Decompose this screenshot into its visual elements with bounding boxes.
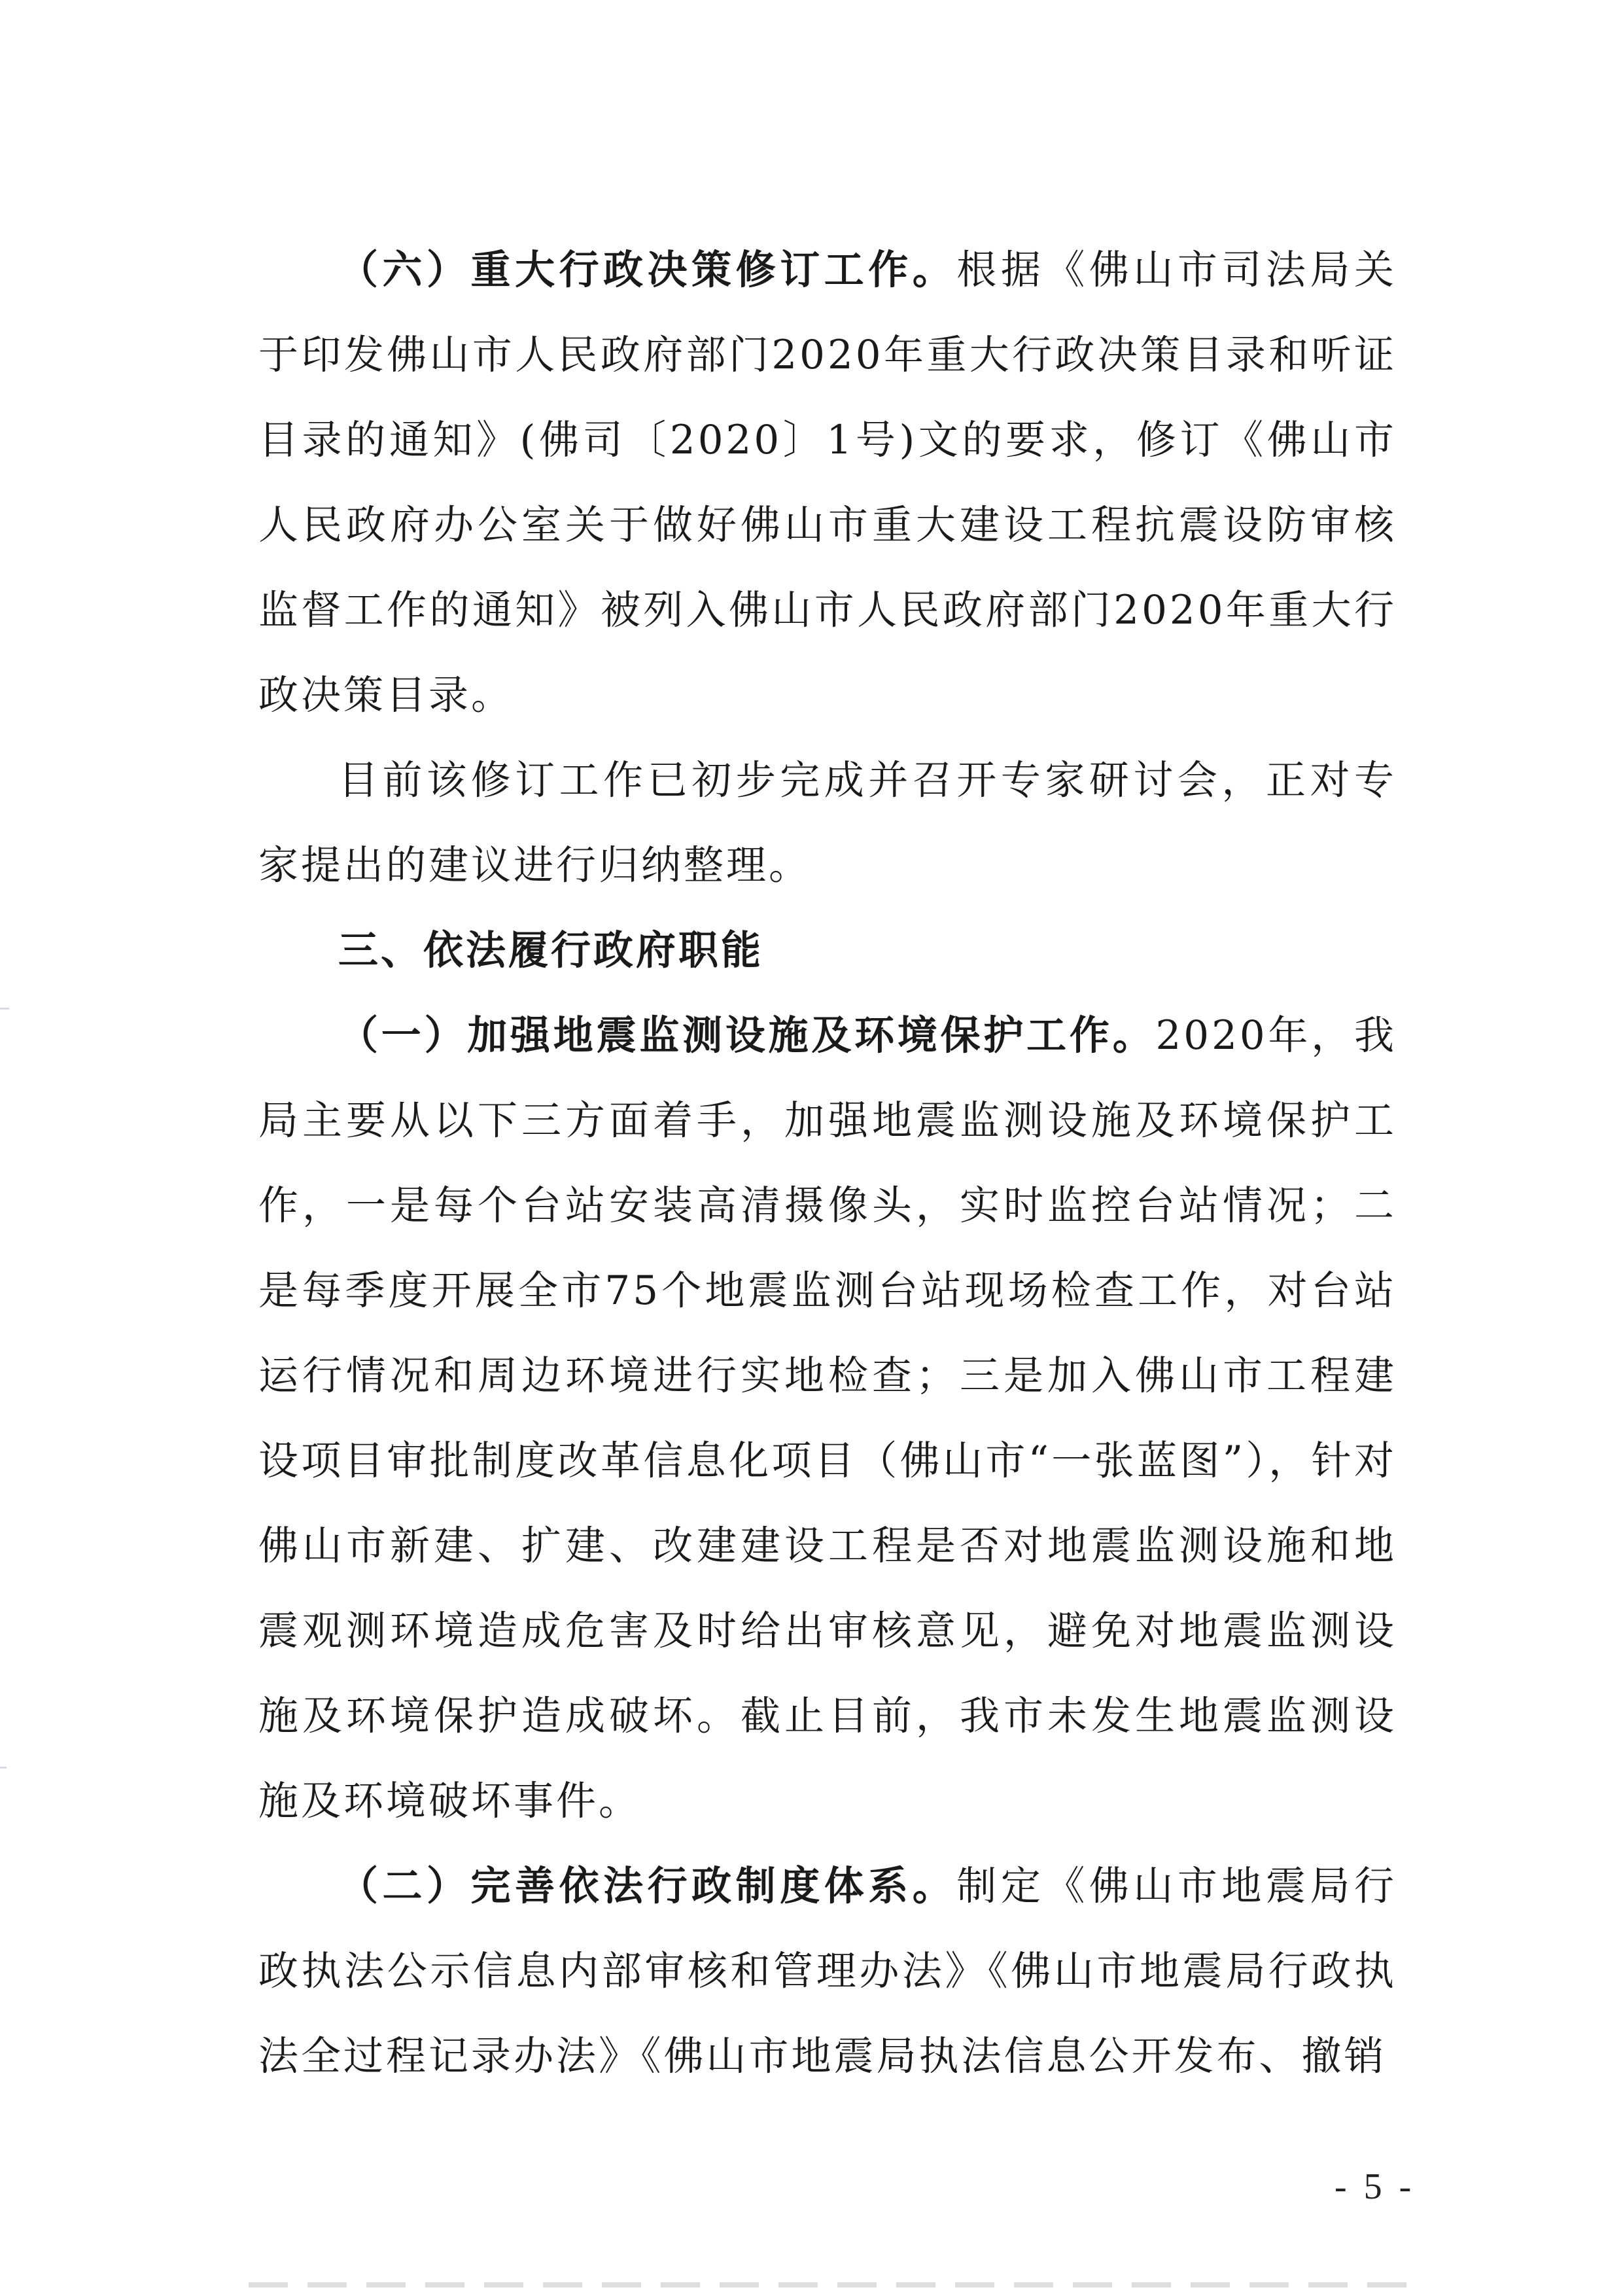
paragraph-text: 根据《佛山市司法局关于印发佛山市人民政府部门2020年重大行政决策目录和听证目录的通知》(佛司〔2020〕1号)文的要求，修订《佛山市人民政府办公室关于做好佛山市重大建设工程抗震设防审核监督工作的通知》被列入佛山市人民政府部门2020年重大行政决策目录。 xyxy=(258,247,1397,718)
paragraph-revision-progress xyxy=(258,738,1397,908)
paragraph-major-decision-revision xyxy=(258,228,1397,738)
section-heading-text: 三、依法履行政府职能 xyxy=(338,927,764,974)
paragraph-text: 制定《佛山市地震局行政执法公示信息内部审核和管理办法》《佛山市地震局行政执法全过程记录办法》《佛山市地震局执法信息公开发布、撤销 xyxy=(258,1863,1397,2079)
paragraph-lead: （六）重大行政决策修订工作。 xyxy=(338,247,957,293)
section-heading xyxy=(258,908,1397,993)
document-body xyxy=(258,228,1397,2099)
paragraph-lead: （二）完善依法行政制度体系。 xyxy=(338,1863,957,1909)
paragraph-monitoring-facilities xyxy=(258,993,1397,1844)
paragraph-administrative-system xyxy=(258,1844,1397,2099)
page-number: - 5 - xyxy=(1335,2166,1416,2207)
scan-edge-mark xyxy=(0,1767,7,1769)
scan-bottom-edge xyxy=(249,2282,1413,2287)
paragraph-text: 目前该修订工作已初步完成并召开专家研讨会，正对专家提出的建议进行归纳整理。 xyxy=(258,757,1397,889)
scan-edge-mark xyxy=(0,1008,9,1010)
paragraph-text: 2020年，我局主要从以下三方面着手，加强地震监测设施及环境保护工作，一是每个台站安装高清摄像头，实时监控台站情况；二是每季度开展全市75个地震监测台站现场检查工作，对台站运行情况和周边环境进行实地检查；三是加入佛山市工程建设项目审批制度改革信息化项目（佛山市“一张蓝图”），针对佛山市新建、扩建、改建建设工程是否对地震监测设施和地震观测环境造成危害及时给出审核意见，避免对地震监测设施及环境保护造成破坏。截止目前，我市未发生地震监测设施及环境破坏事件。 xyxy=(258,1012,1397,1824)
paragraph-lead: （一）加强地震监测设施及环境保护工作。 xyxy=(338,1012,1156,1059)
